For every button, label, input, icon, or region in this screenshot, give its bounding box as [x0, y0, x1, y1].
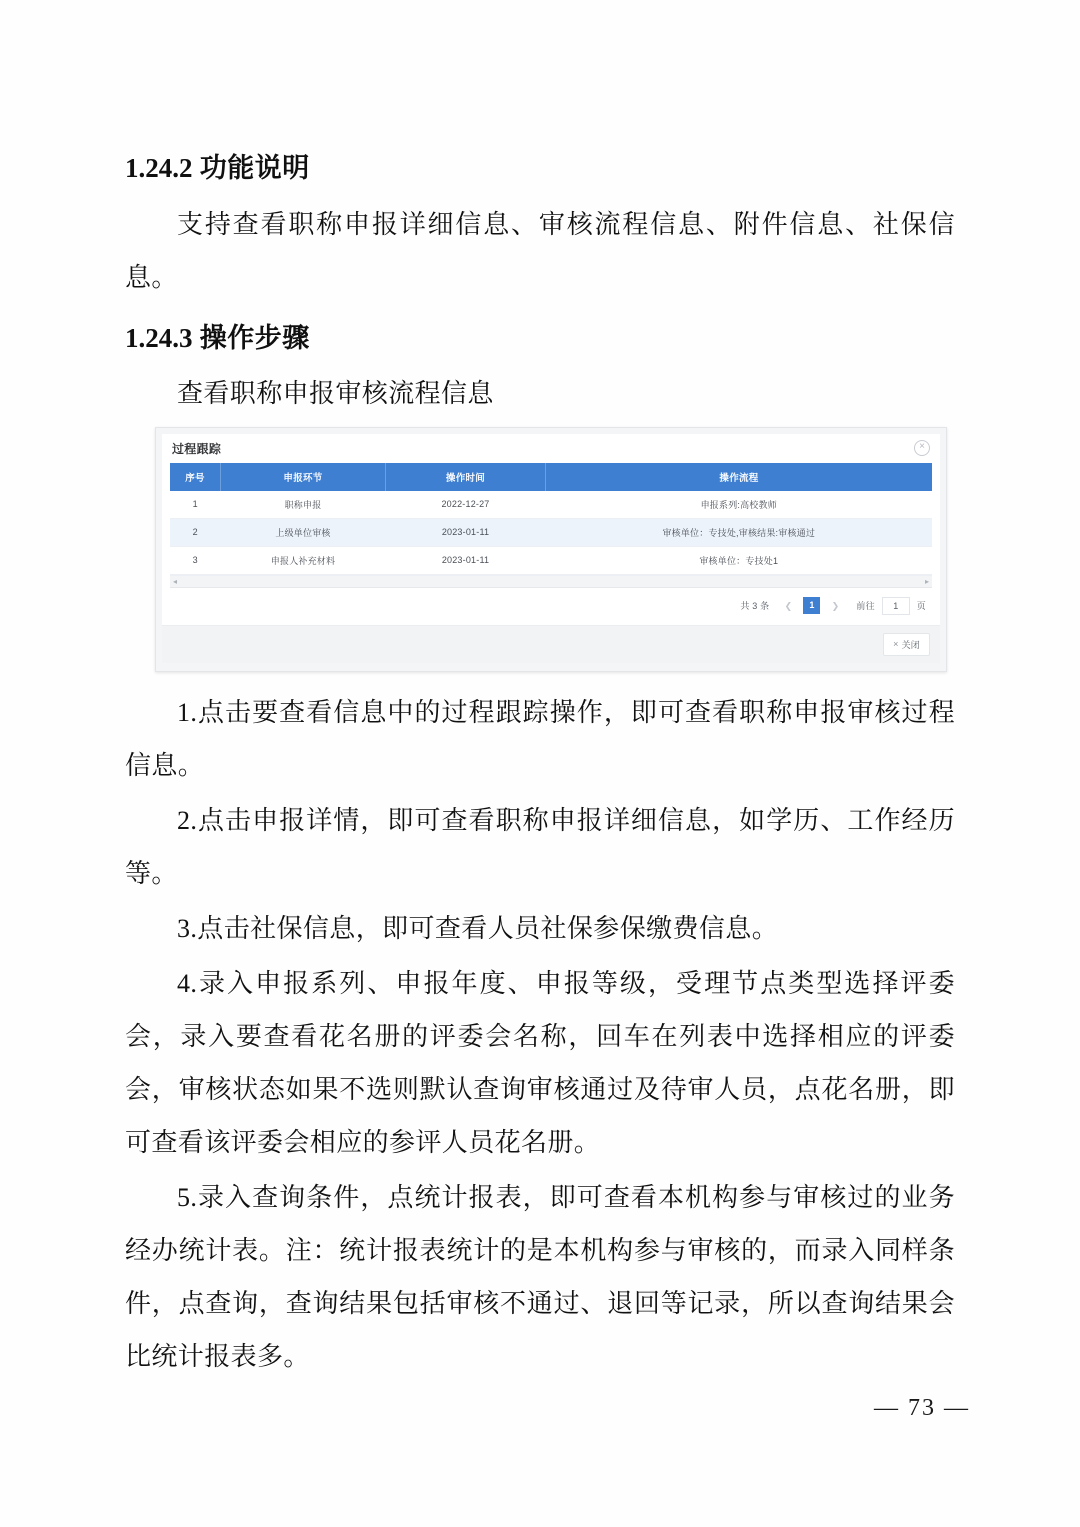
column-header-flow[interactable]: 操作流程 — [546, 463, 933, 491]
goto-unit-label: 页 — [916, 601, 926, 612]
cell-no: 2 — [170, 518, 221, 546]
cell-step: 职称申报 — [221, 491, 386, 519]
table-body — [170, 491, 932, 575]
pagination — [170, 588, 932, 625]
column-header-no[interactable]: 序号 — [170, 463, 221, 491]
paragraph-step-3: 3.点击社保信息，即可查看人员社保参保缴费信息。 — [177, 913, 779, 943]
paragraph-step-4: 4.录入申报系列、申报年度、申报等级，受理节点类型选择评委会，录入要查看花名册的评委会名称，回车在列表中选择相应的评委会，审核状态如果不选则默认查询审核通过及待审人员，点花名册，即可查看该评委会相应的参评人员花名册。 — [125, 968, 955, 1157]
cell-no: 3 — [170, 546, 221, 574]
heading-1-24-3-number: 1.24.3 — [125, 323, 193, 354]
heading-1-24-2 — [125, 150, 955, 186]
table-header — [170, 463, 932, 491]
table-row[interactable] — [170, 546, 932, 574]
heading-1-24-2-title: 功能说明 — [199, 153, 310, 183]
chevron-left-icon[interactable]: ❮ — [784, 600, 793, 611]
pagination-total: 共 3 条 — [740, 601, 770, 612]
paragraph-function-description: 支持查看职称申报详细信息、审核流程信息、附件信息、社保信息。 — [125, 210, 955, 293]
cell-flow: 审核单位：专技处1 — [546, 546, 933, 574]
cell-time: 2023-01-11 — [386, 518, 546, 546]
scroll-left-arrow-icon[interactable]: ◂ — [173, 576, 178, 586]
cell-time: 2022-12-27 — [386, 491, 546, 519]
process-tracking-table — [170, 463, 932, 575]
column-header-time[interactable]: 操作时间 — [386, 463, 546, 491]
sub-label-view-process: 查看职称申报审核流程信息 — [177, 378, 494, 408]
chevron-right-icon[interactable]: ❯ — [831, 600, 840, 611]
paragraph-step-2: 2.点击申报详情，即可查看职称申报详细信息，如学历、工作经历等。 — [125, 805, 955, 888]
cell-time: 2023-01-11 — [386, 546, 546, 574]
table-row[interactable] — [170, 518, 932, 546]
dialog-body — [162, 463, 940, 625]
table-header-row — [170, 463, 932, 491]
heading-1-24-3-title: 操作步骤 — [199, 323, 310, 354]
close-button[interactable] — [883, 633, 930, 656]
cell-step: 申报人补充材料 — [221, 546, 386, 574]
scroll-right-arrow-icon[interactable]: ▸ — [924, 576, 929, 586]
cell-no: 1 — [170, 491, 221, 519]
close-icon: × — [893, 639, 899, 650]
page-number: — 73 — — [874, 1395, 970, 1421]
paragraph-step-5: 5.录入查询条件，点统计报表，即可查看本机构参与审核过的业务经办统计表。注：统计报表统计的是本机构参与审核的，而录入同样条件，点查询，查询结果包括审核不通过、退回等记录，所以查询结果会比统计报表多。 — [125, 1182, 955, 1371]
page-button-1[interactable]: 1 — [803, 597, 820, 614]
heading-1-24-3 — [125, 320, 955, 356]
embedded-screenshot — [155, 427, 947, 672]
dialog-header — [162, 434, 940, 463]
circle-close-icon[interactable]: × — [914, 440, 930, 456]
column-header-step[interactable]: 申报环节 — [221, 463, 386, 491]
process-tracking-dialog — [162, 434, 940, 663]
cell-flow: 申报系列:高校教师 — [546, 491, 933, 519]
dialog-footer — [162, 625, 940, 663]
heading-1-24-2-number: 1.24.2 — [125, 153, 193, 183]
goto-label: 前往 — [856, 601, 875, 612]
cell-step: 上级单位审核 — [221, 518, 386, 546]
close-button-label: 关闭 — [901, 639, 920, 650]
cell-flow: 审核单位：专技处,审核结果:审核通过 — [546, 518, 933, 546]
page-content — [125, 150, 955, 1385]
goto-page-input[interactable] — [882, 597, 910, 615]
table-row[interactable] — [170, 491, 932, 519]
dialog-title: 过程跟踪 — [172, 441, 222, 456]
paragraph-step-1: 1.点击要查看信息中的过程跟踪操作，即可查看职称申报审核过程信息。 — [125, 697, 955, 780]
horizontal-scrollbar[interactable] — [170, 575, 932, 588]
